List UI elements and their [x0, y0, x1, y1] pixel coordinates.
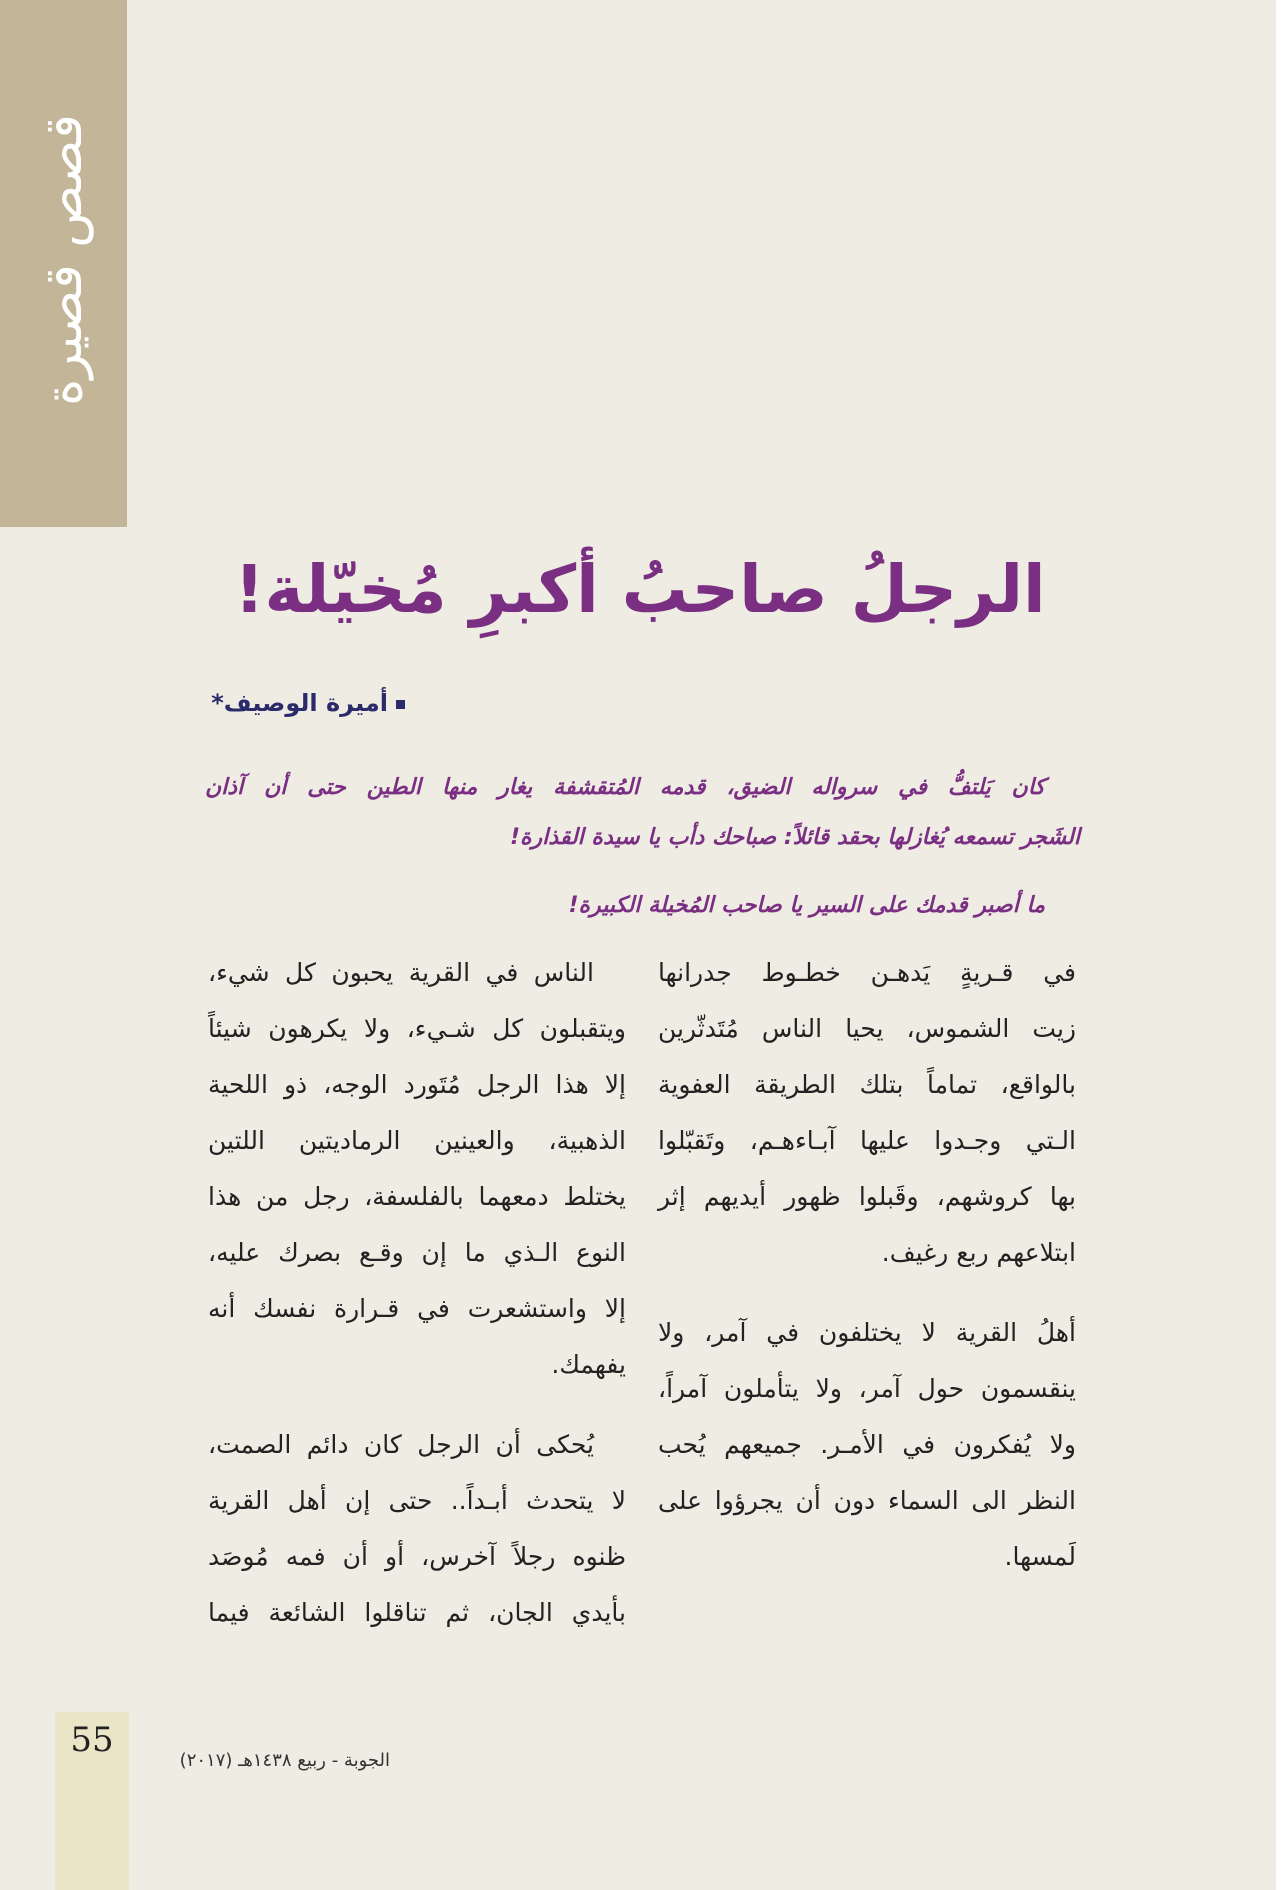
article-title: الرجلُ صاحبُ أكبرِ مُخيّلة! [234, 551, 1046, 628]
page-edge [1276, 0, 1284, 1890]
body-line: الذهبية، والعينين الرماديتين اللتين [208, 1126, 626, 1155]
body-line: في قـريةٍ يَدهـن خطـوط جدرانها [658, 958, 1076, 987]
body-line: ابتلاعهم ربع رغيف. [881, 1238, 1076, 1267]
bullet-icon [396, 700, 405, 709]
body-column-left [208, 945, 626, 1641]
body-line: إلا هذا الرجل مُتَورد الوجه، ذو اللحية [208, 1070, 626, 1099]
body-line: أهلُ القرية لا يختلفون في آمر، ولا [658, 1318, 1076, 1347]
body-line: ظنوه رجلاً آخرس، أو أن فمه مُوصَد [208, 1542, 626, 1571]
body-line: ينقسمون حول آمر، ولا يتأملون آمراً، [658, 1374, 1076, 1403]
body-column-right [658, 945, 1076, 1585]
body-line: الناس في القرية يحبون كل شيء، [208, 958, 594, 987]
body-line: زيت الشموس، يحيا الناس مُتَدثّرين [658, 1014, 1076, 1043]
body-line: بأيدي الجان، ثم تناقلوا الشائعة فيما [208, 1598, 626, 1627]
body-line: بها كروشهم، وقَبلوا ظهور أيديهم إثر [658, 1182, 1076, 1211]
paragraph-gap [658, 1281, 1076, 1305]
page-number: 55 [70, 1720, 114, 1760]
body-line: لا يتحدث أبـداً.. حتى إن أهل القرية [208, 1486, 626, 1515]
body-line: يفهمك. [551, 1350, 626, 1379]
body-line: ويتقبلون كل شـيء، ولا يكرهون شيئاً [208, 1014, 626, 1043]
body-line: يختلط دمعهما بالفلسفة، رجل من هذا [208, 1182, 626, 1211]
author-byline [200, 683, 405, 723]
paragraph-gap [208, 1393, 626, 1417]
body-line: ولا يُفكرون في الأمـر. جميعهم يُحب [658, 1430, 1076, 1459]
section-tab-label: قصص قصيرة [34, 114, 94, 406]
intro-line: الشَجر تسمعه يُغازلها بحقد قائلاً: صباحك دأب يا سيدة القذارة! [509, 825, 1080, 850]
body-line: النوع الـذي ما إن وقـع بصرك عليه، [208, 1238, 626, 1267]
issue-footer: الجوبة - ربيع ١٤٣٨هـ (٢٠١٧) [179, 1750, 390, 1771]
body-line: إلا واستشعرت في قـرارة نفسك أنه [208, 1294, 626, 1323]
body-line: الـتي وجـدوا عليها آبـاءهـم، وتَقبّلوا [658, 1126, 1076, 1155]
intro-line: كان يَلتفُّ في سرواله الضيق، قدمه المُتقشفة يغار منها الطين حتى أن آذان [205, 775, 1045, 800]
page-number-box [55, 1712, 129, 1890]
author-name: أميرة الوصيف* [211, 689, 388, 717]
intro-line: ما أصبر قدمك على السير يا صاحب المُخيلة الكبيرة! [568, 893, 1045, 918]
body-line: يُحكى أن الرجل كان دائم الصمت، [208, 1430, 594, 1459]
body-line: لَمسها. [1004, 1542, 1076, 1571]
body-line: بالواقع، تماماً بتلك الطريقة العفوية [658, 1070, 1076, 1099]
body-line: النظر الى السماء دون أن يجرؤوا على [658, 1486, 1076, 1515]
section-tab [0, 0, 127, 527]
